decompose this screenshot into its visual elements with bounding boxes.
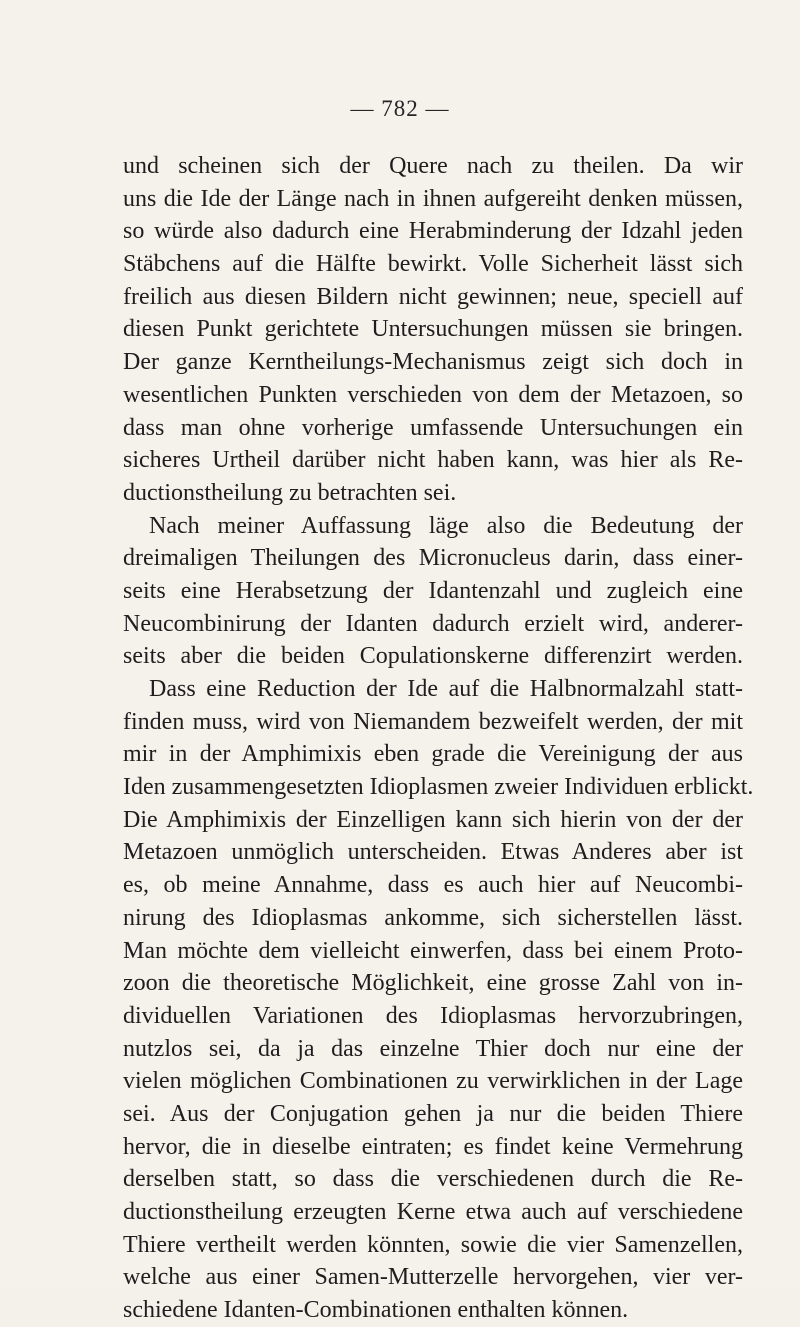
text-line: ductionstheilung zu betrachten sei.	[123, 479, 457, 506]
text-line: Die Amphimixis der Einzelligen kann sich hierin von der der	[123, 806, 743, 833]
text-line: Thiere vertheilt werden könnten, sowie die vier Samenzellen,	[123, 1231, 743, 1258]
text-line: wesentlichen Punkten verschieden von dem der Metazoen, so	[123, 381, 743, 408]
text-line: Neucombinirung der Idanten dadurch erzielt wird, anderer-	[123, 610, 743, 637]
text-line: es, ob meine Annahme, dass es auch hier auf Neucombi-	[123, 872, 743, 899]
text-line: und scheinen sich der Quere nach zu theilen. Da wir	[123, 153, 743, 179]
text-line: dividuellen Variationen des Idioplasmas hervorzubringen,	[123, 1002, 743, 1029]
text-line: Nach meiner Auffassung läge also die Bedeutung der	[149, 512, 743, 539]
text-line: Iden zusammengesetzten Idioplasmen zweier Individuen erblickt.	[123, 774, 754, 801]
text-line: diesen Punkt gerichtete Untersuchungen müssen sie bringen.	[123, 316, 743, 343]
page-number: — 782 —	[350, 96, 450, 121]
text-line: finden muss, wird von Niemandem bezweifelt werden, der mit	[123, 708, 743, 735]
text-line: uns die Ide der Länge nach in ihnen aufgereiht denken müssen,	[123, 185, 743, 212]
text-line: derselben statt, so dass die verschiedenen durch die Re-	[123, 1166, 743, 1193]
text-line: dreimaligen Theilungen des Micronucleus darin, dass einer-	[123, 545, 743, 572]
text-line: ductionstheilung erzeugten Kerne etwa auch auf verschiedene	[123, 1199, 743, 1225]
text-line: nutzlos sei, da ja das einzelne Thier doch nur eine der	[123, 1035, 743, 1062]
text-line: seits aber die beiden Copulationskerne differenzirt werden.	[123, 643, 743, 670]
text-line: welche aus einer Samen-Mutterzelle hervorgehen, vier ver-	[123, 1264, 743, 1291]
text-line: nirung des Idioplasmas ankomme, sich sicherstellen lässt.	[123, 904, 743, 931]
text-line: so würde also dadurch eine Herabminderung der Idzahl jeden	[123, 218, 743, 245]
text-line: schiedene Idanten-Combinationen enthalten können.	[123, 1297, 629, 1324]
text-line: sei. Aus der Conjugation gehen ja nur die beiden Thiere	[123, 1100, 743, 1127]
text-line: seits eine Herabsetzung der Idantenzahl und zugleich eine	[123, 577, 743, 604]
text-line: dass man ohne vorherige umfassende Untersuchungen ein	[123, 414, 743, 441]
body-text	[123, 150, 754, 1327]
text-line: freilich aus diesen Bildern nicht gewinnen; neue, speciell auf	[123, 283, 743, 310]
text-line: vielen möglichen Combinationen zu verwirklichen in der Lage	[123, 1068, 743, 1095]
text-line: Metazoen unmöglich unterscheiden. Etwas Anderes aber ist	[123, 839, 743, 866]
text-line: sicheres Urtheil darüber nicht haben kann, was hier als Re-	[123, 447, 743, 474]
text-line: Der ganze Kerntheilungs-Mechanismus zeigt sich doch in	[123, 349, 743, 376]
text-line: Stäbchens auf die Hälfte bewirkt. Volle Sicherheit lässt sich	[123, 251, 743, 278]
text-line: mir in der Amphimixis eben grade die Vereinigung der aus	[123, 741, 743, 768]
text-line: Man möchte dem vielleicht einwerfen, dass bei einem Proto-	[123, 937, 743, 964]
text-line: Dass eine Reduction der Ide auf die Halbnormalzahl statt-	[149, 676, 743, 702]
text-line: hervor, die in dieselbe eintraten; es findet keine Vermehrung	[123, 1133, 743, 1160]
text-line: zoon die theoretische Möglichkeit, eine grosse Zahl von in-	[123, 970, 743, 997]
